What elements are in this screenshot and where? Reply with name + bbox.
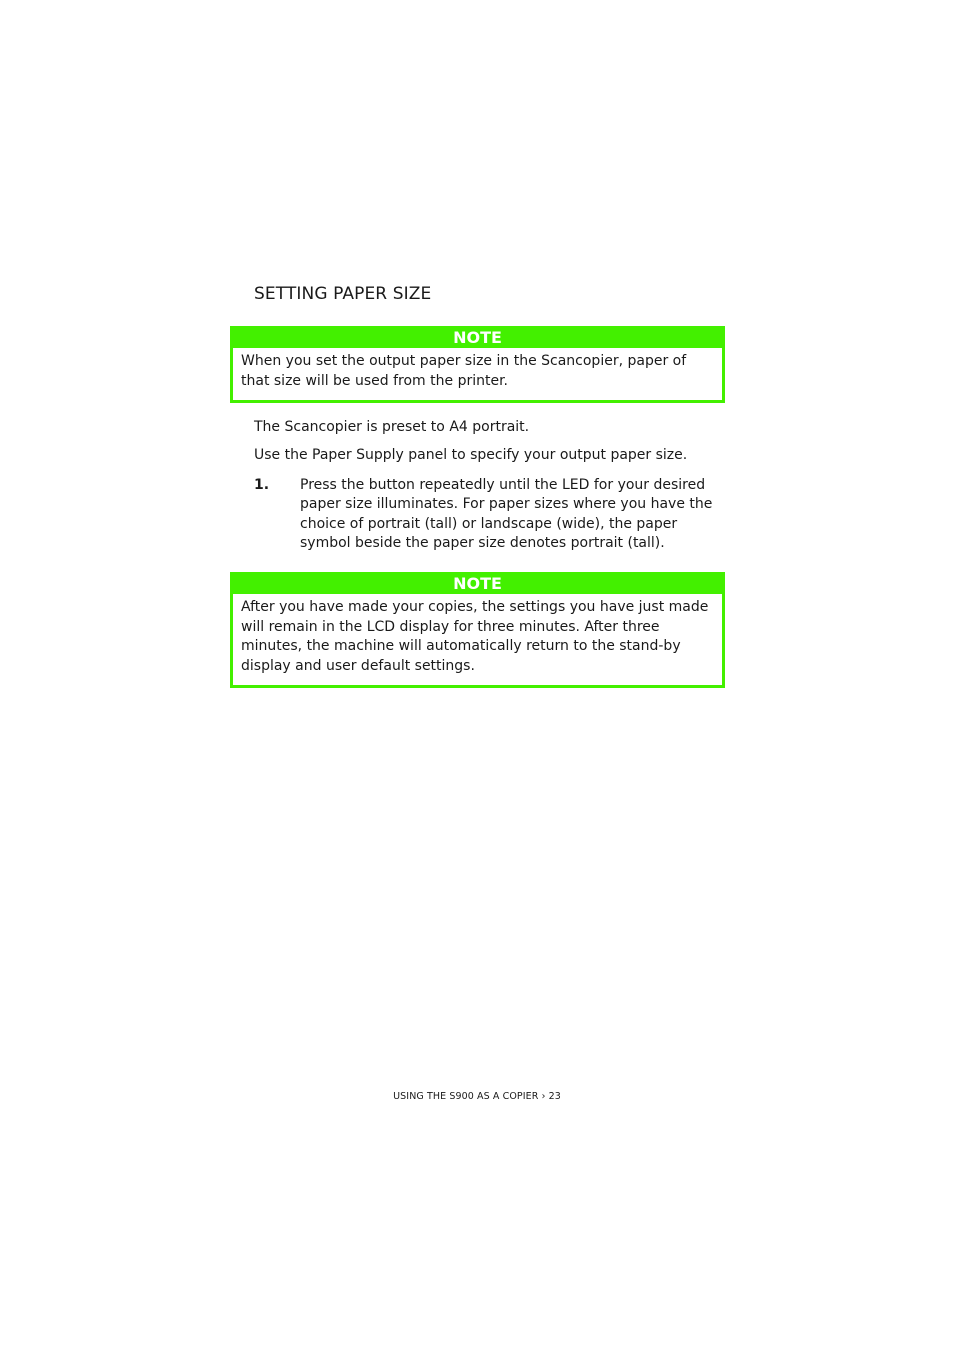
step-text: Press the button repeatedly until the LED for your desired paper size illuminates. For paper sizes where you have the choice of portrait (tall) or landscape (wide), the paper symbol beside the paper size denotes portrait (tall). — [300, 477, 713, 552]
note-label: NOTE — [232, 328, 723, 348]
body-paragraph: The Scancopier is preset to A4 portrait. — [254, 419, 530, 435]
note-text: When you set the output paper size in the Scancopier, paper of that size will be used from the printer. — [241, 353, 687, 389]
note-box — [230, 572, 725, 688]
numbered-step — [254, 476, 724, 554]
note-label: NOTE — [232, 574, 723, 594]
body-paragraph: Use the Paper Supply panel to specify your output paper size. — [254, 447, 688, 463]
page-footer: USING THE S900 AS A COPIER › 23 — [393, 1091, 561, 1102]
section-title: SETTING PAPER SIZE — [254, 284, 432, 304]
note-text: After you have made your copies, the settings you have just made will remain in the LCD display for three minutes. After three minutes, the machine will automatically return to the stand-by display and user default settings. — [241, 599, 709, 674]
note-box — [230, 326, 725, 403]
step-number: 1. — [254, 477, 270, 493]
